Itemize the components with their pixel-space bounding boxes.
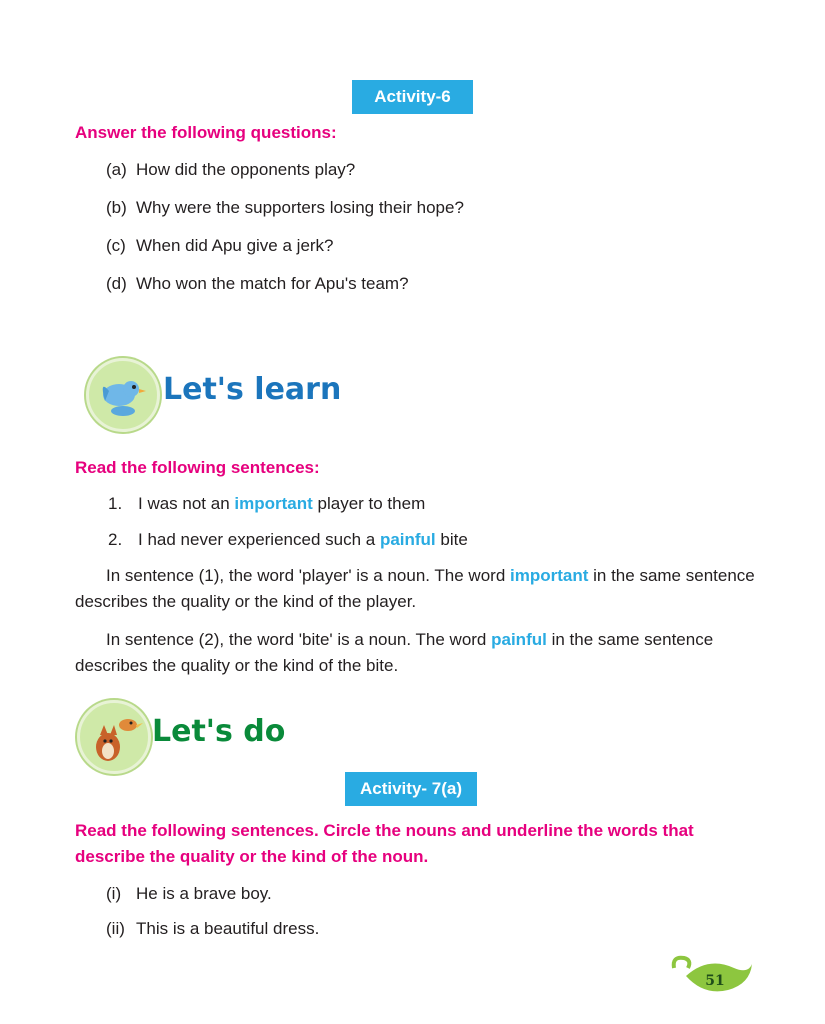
page-number: 51 bbox=[705, 973, 725, 989]
question-c bbox=[106, 236, 464, 274]
lets-learn-title: Let's learn bbox=[163, 372, 342, 407]
sentence-text: I was not an bbox=[138, 494, 235, 513]
sentence-1 bbox=[108, 494, 425, 514]
exercise-item-ii bbox=[106, 919, 319, 939]
question-text: How did the opponents play? bbox=[136, 160, 356, 179]
paragraph-text: In sentence (2), the word 'bite' is a noun. The word bbox=[106, 630, 492, 649]
sentence-2 bbox=[108, 530, 468, 550]
item-label: (i) bbox=[106, 884, 122, 903]
question-label: (b) bbox=[106, 198, 127, 217]
paragraph-text: in the same sentence describes the quality or the kind of the bite. bbox=[75, 630, 714, 675]
question-label: (d) bbox=[106, 274, 127, 293]
lets-do-title: Let's do bbox=[152, 714, 286, 749]
highlighted-word: important bbox=[510, 566, 589, 585]
highlighted-word: painful bbox=[491, 630, 547, 649]
question-text: When did Apu give a jerk? bbox=[136, 236, 334, 255]
question-label: (a) bbox=[106, 160, 127, 179]
activity-7a-badge: Activity- 7(a) bbox=[345, 772, 477, 806]
bird-icon bbox=[86, 358, 160, 432]
item-text: He is a brave boy. bbox=[136, 884, 272, 903]
activity-7a-instruction: Read the following sentences. Circle the nouns and underline the words that describe the quality or the kind of the noun. bbox=[75, 821, 694, 866]
question-a bbox=[106, 160, 464, 198]
lets-learn-instruction: Read the following sentences: bbox=[75, 458, 320, 477]
question-list bbox=[106, 160, 464, 312]
question-text: Who won the match for Apu's team? bbox=[136, 274, 409, 293]
exercise-item-i bbox=[106, 884, 272, 904]
activity-6-instruction: Answer the following questions: bbox=[75, 123, 337, 142]
question-text: Why were the supporters losing their hope? bbox=[136, 198, 464, 217]
fox-bird-icon bbox=[77, 700, 151, 774]
question-label: (c) bbox=[106, 236, 126, 255]
item-text: This is a beautiful dress. bbox=[136, 919, 320, 938]
sentence-text: player to them bbox=[312, 494, 426, 513]
question-b bbox=[106, 198, 464, 236]
explanation-paragraph-2 bbox=[75, 627, 755, 679]
sentence-number: 2. bbox=[108, 530, 123, 549]
highlighted-word: important bbox=[234, 494, 313, 513]
activity-6-badge: Activity-6 bbox=[352, 80, 473, 114]
item-label: (ii) bbox=[106, 919, 125, 938]
explanation-paragraph-1 bbox=[75, 563, 755, 615]
question-d bbox=[106, 274, 464, 312]
highlighted-word: painful bbox=[379, 530, 436, 549]
paragraph-text: In sentence (1), the word 'player' is a noun. The word bbox=[106, 566, 511, 585]
sentence-number: 1. bbox=[108, 494, 123, 513]
sentence-text: bite bbox=[435, 530, 468, 549]
paragraph-text: in the same sentence describes the quality or the kind of the player. bbox=[75, 566, 755, 611]
sentence-text: I had never experienced such a bbox=[138, 530, 380, 549]
